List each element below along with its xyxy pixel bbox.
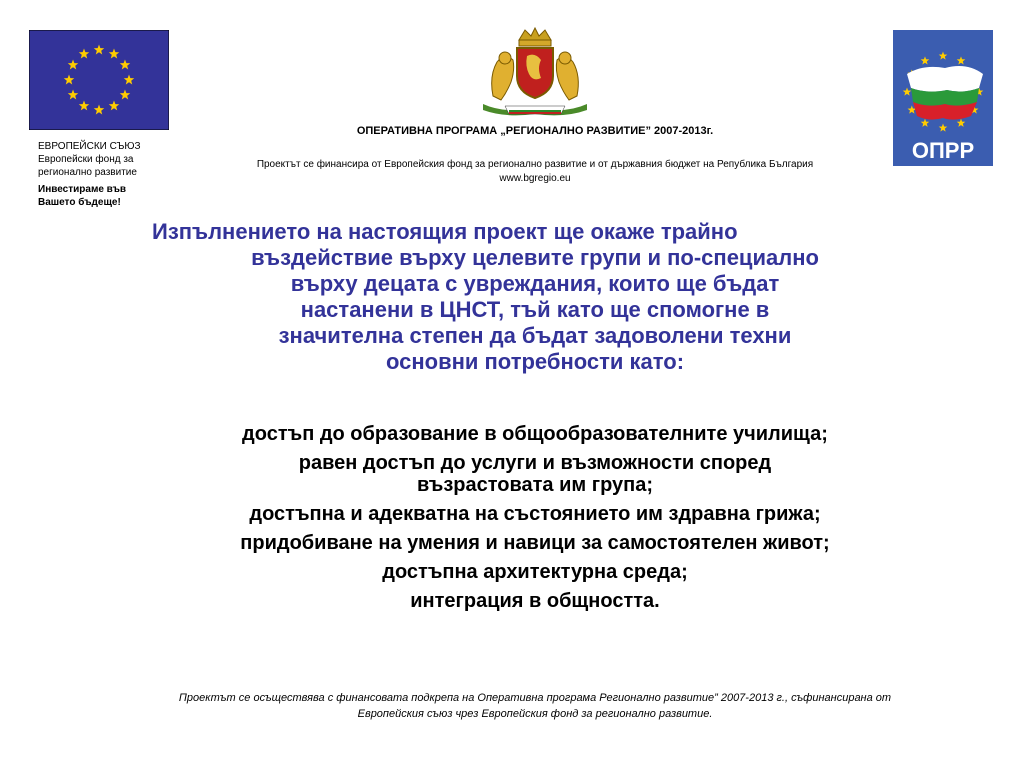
needs-item: достъп до образование в общообразователните училища; bbox=[242, 423, 828, 445]
impact-line: основни потребности като: bbox=[385, 349, 685, 374]
needs-item: придобиване на умения и навици за самостоятелен живот; bbox=[240, 532, 830, 554]
footer-line: Проектът се осъществява с финансовата подкрепа на Оперативна програма Регионално развитие” 2007-2013 г., съфинансирана от bbox=[178, 692, 892, 704]
impact-line: въздействие върху целевите групи и по-специално bbox=[251, 245, 819, 270]
oprr-label: ОПРР bbox=[911, 138, 975, 163]
funding-statement bbox=[200, 158, 870, 186]
impact-line: Изпълнението на настоящия проект ще окаже трайно bbox=[152, 219, 738, 244]
impact-line: върху децата с увреждания, които ще бъдат bbox=[290, 271, 780, 296]
eu-caption-line3: регионално развитие bbox=[38, 167, 137, 178]
needs-list bbox=[150, 423, 920, 619]
eu-flag-logo bbox=[29, 30, 169, 130]
impact-line: значителна степен да бъдат задоволени техни bbox=[278, 323, 792, 348]
footer-note bbox=[100, 690, 970, 722]
eu-slogan-line2: Вашето бъдеще! bbox=[38, 197, 121, 208]
needs-item-line: възрастовата им група; bbox=[416, 474, 654, 496]
eu-slogan-line1: Инвестираме във bbox=[38, 184, 127, 195]
eu-slogan bbox=[38, 183, 178, 209]
eu-caption-line1: ЕВРОПЕЙСКИ СЪЮЗ bbox=[38, 141, 141, 152]
needs-item: достъпна архитектурна среда; bbox=[382, 561, 688, 583]
impact-line: настанени в ЦНСТ, тъй като ще спомогне в bbox=[300, 297, 770, 322]
needs-item bbox=[150, 452, 920, 496]
project-impact-paragraph bbox=[150, 219, 920, 375]
needs-item: интеграция в общността. bbox=[410, 590, 660, 612]
oprr-logo bbox=[893, 30, 993, 166]
footer-line: Европейския съюз чрез Европейския фонд за регионално развитие. bbox=[357, 708, 713, 720]
needs-item-line: равен достъп до услуги и възможности според bbox=[298, 452, 772, 474]
website-link[interactable]: www.bgregio.eu bbox=[499, 173, 571, 184]
eu-caption-line2: Европейски фонд за bbox=[38, 154, 134, 165]
bulgarian-coat-of-arms-logo bbox=[475, 26, 595, 118]
program-title: ОПЕРАТИВНА ПРОГРАМА „РЕГИОНАЛНО РАЗВИТИЕ” 2007-2013г. bbox=[356, 125, 714, 137]
needs-item: достъпна и адекватна на състоянието им здравна грижа; bbox=[249, 503, 821, 525]
funding-text: Проектът се финансира от Европейския фонд за регионално развитие и от държавния бюджет на Република България bbox=[256, 159, 814, 170]
eu-caption bbox=[38, 140, 178, 209]
